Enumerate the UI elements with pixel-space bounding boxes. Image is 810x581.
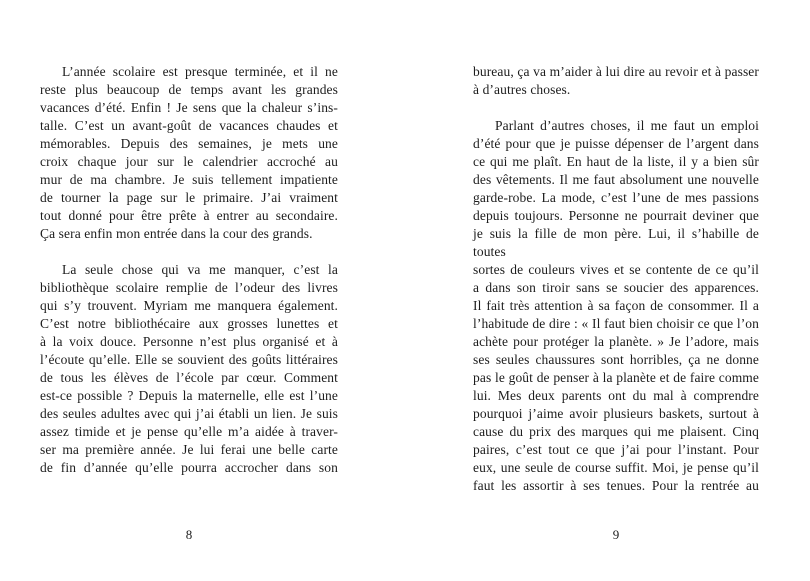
left-page-text [40, 63, 338, 477]
text-line: vacances d’été. Enfin ! Je sens que la chaleur s’ins- [40, 100, 338, 115]
text-line: garde-robe. La mode, c’est l’une de mes passions [473, 190, 759, 205]
text-line: est-ce possible ? Depuis la maternelle, elle est l’une [40, 388, 338, 403]
text-line: l’écoute qu’elle. Elle se souvient des goûts littéraires [40, 352, 338, 367]
text-line: à la voix douce. Personne n’est plus organisé et à [40, 334, 338, 349]
text-line: talle. C’est un avant-goût de vacances chaudes et [40, 118, 338, 133]
text-line: croix chaque jour sur le calendrier accroché au [40, 154, 338, 169]
text-line: de fin d’année qu’elle pourra accrocher dans son [40, 460, 338, 475]
text-line: L’année scolaire est presque terminée, et il ne [62, 64, 338, 79]
text-line: ce qui me plaît. En haut de la liste, il y a bien sûr [473, 154, 759, 169]
text-line: cause du prix des marques qui me plaisent. Cinq [473, 424, 759, 439]
text-line: à d’autres choses. [473, 82, 571, 97]
paragraph [473, 63, 759, 99]
text-line: ses seules chaussures sont horribles, ça ne donne [473, 352, 759, 367]
text-line: lui. Mes deux parents ont du mal à comprendre [473, 388, 759, 403]
text-line: ser ma première année. Je lui ferai une belle carte [40, 442, 338, 457]
paragraph [40, 261, 338, 477]
text-line: l’habitude de dire : « Il faut bien choisir ce que l’on [473, 316, 759, 331]
text-line: mémorables. Depuis des semaines, je mets une [40, 136, 338, 151]
right-page-number: 9 [612, 527, 620, 542]
right-page-text [473, 63, 759, 495]
text-line: mur de ma chambre. Je suis tellement impatiente [40, 172, 338, 187]
text-line: Ça sera enfin mon entrée dans la cour des grands. [40, 226, 313, 241]
text-line: faut les assortir à ses tenues. Pour la rentrée au [473, 478, 759, 493]
left-page-number: 8 [185, 527, 193, 542]
text-line: pourquoi j’aime avoir plusieurs baskets, surtout à [473, 406, 759, 421]
text-line: Parlant d’autres choses, il me faut un emploi [495, 118, 759, 133]
text-line: sortes de couleurs vives et se contente de ce qu’il [473, 262, 759, 277]
text-line: des seules adultes avec qui j’ai établi un lien. Je suis [40, 406, 338, 421]
text-line: La seule chose qui va me manquer, c’est la [62, 262, 338, 277]
text-line: depuis toujours. Personne ne pourrait deviner que [473, 208, 759, 223]
text-line: Il fait très attention à sa façon de consommer. Il a [473, 298, 759, 313]
text-line: de tous les élèves de l’école par cœur. Comment [40, 370, 338, 385]
text-line: C’est notre bibliothécaire aux grosses lunettes et [40, 316, 338, 331]
text-line: assez timide et je pense qu’elle m’a aidée à traver- [40, 424, 338, 439]
text-line: bibliothèque scolaire remplie de l’odeur des livres [40, 280, 338, 295]
paragraph [473, 117, 759, 495]
text-line: pas le goût de penser à la planète et de faire comme [473, 370, 759, 385]
paragraph [40, 63, 338, 243]
text-line: bureau, ça va m’aider à lui dire au revoir et à passer [473, 64, 759, 79]
text-line: d’été pour que je puisse dépenser de l’argent dans [473, 136, 759, 151]
text-line: paires, c’est tout ce que j’ai pour l’instant. Pour [473, 442, 759, 457]
text-line: achète pour protéger la planète. » Je l’adore, mais [473, 334, 759, 349]
text-line: je suis la fille de mon père. Lui, il s’habille de toutes [473, 226, 759, 259]
text-line: qui s’y trouvent. Myriam me manquera également. [40, 298, 338, 313]
text-line: tout donné pour être prête à entrer au secondaire. [40, 208, 338, 223]
text-line: de tourner la page sur le primaire. J’ai vraiment [40, 190, 338, 205]
text-line: reste plus beaucoup de temps avant les grandes [40, 82, 338, 97]
text-line: a dans son tiroir sans se soucier des apparences. [473, 280, 759, 295]
text-line: eux, une seule de course suffit. Moi, je pense qu’il [473, 460, 759, 475]
text-line: des vêtements. Il me faut absolument une nouvelle [473, 172, 759, 187]
